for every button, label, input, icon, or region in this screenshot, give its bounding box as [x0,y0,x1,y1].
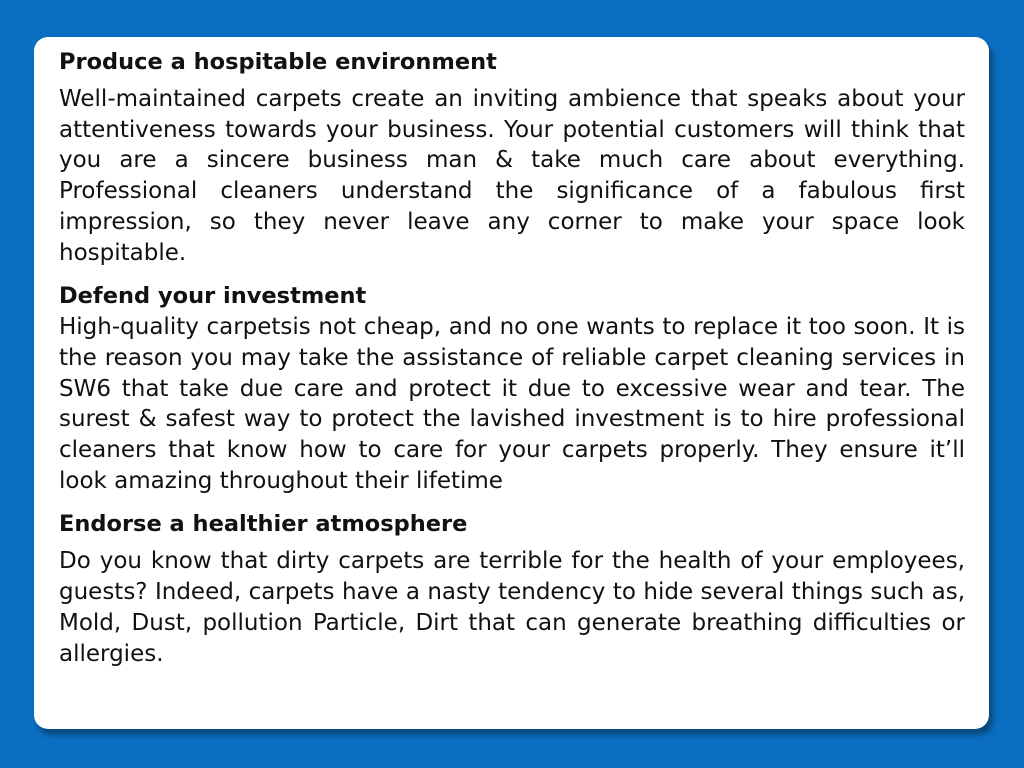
section-body-healthier: Do you know that dirty carpets are terrible for the health of your employees, guests? Indeed, carpets have a nasty tendency to hide several things such as, Mold, Dust, pollution Particle, Dirt that can generate breathing difficulties or allergies. [59,548,965,667]
content-card [34,37,989,729]
section-body-investment: High-quality carpetsis not cheap, and no one wants to replace it too soon. It is the reason you may take the assistance of reliable carpet cleaning services in SW6 that take due care and protect it due to excessive wear and tear. The surest & safest way to protect the lavished investment is to hire professional cleaners that know how to care for your carpets properly. They ensure it’ll look amazing throughout their lifetime [59,314,965,494]
section-heading-hospitable: Produce a hospitable environment [59,49,497,75]
section-heading-healthier: Endorse a healthier atmosphere [59,511,468,538]
section-body-hospitable: Well-maintained carpets create an inviting ambience that speaks about your attentiveness towards your business. Your potential customers will think that you are a sincere business man & take much care about everything. Professional cleaners understand the significance of a fabulous first impression, so they never leave any corner to make your space look hospitable. [59,86,965,266]
section-heading-investment: Defend your investment [59,283,367,310]
